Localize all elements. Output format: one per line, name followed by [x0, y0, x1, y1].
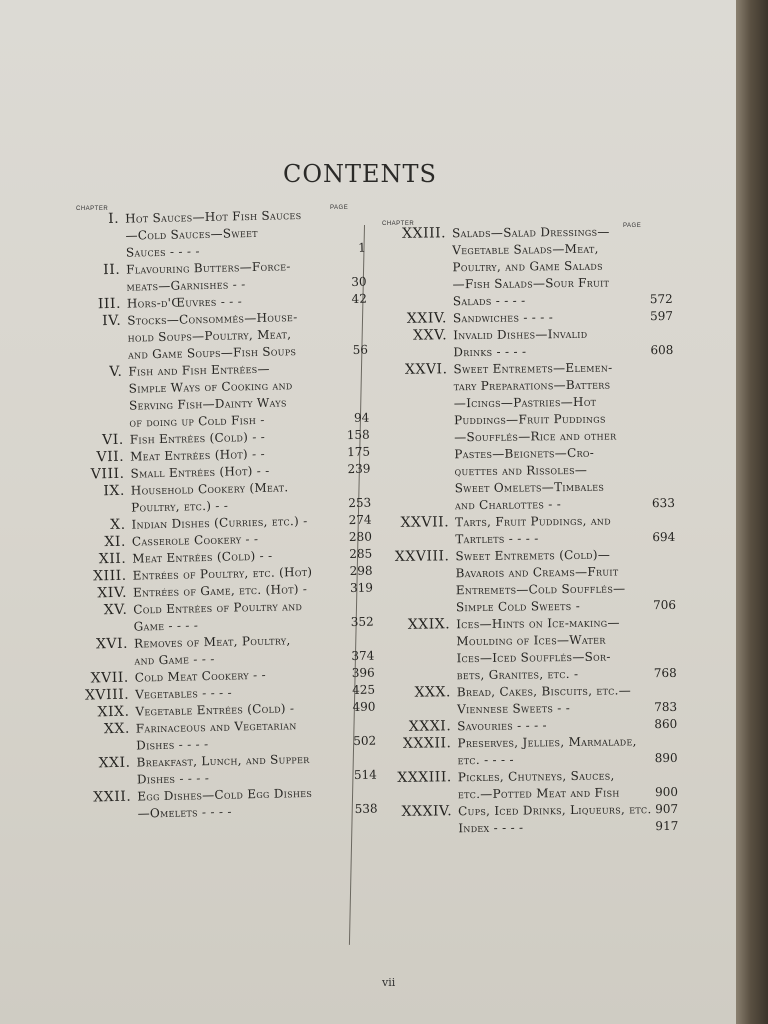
chapter-title-line: Bavarois and Creams—Fruit: [455, 564, 619, 581]
chapter-header-left: CHAPTER: [76, 206, 109, 212]
page-number-ref: 30: [351, 274, 367, 289]
chapter-title-line: Moulding of Ices—Water: [456, 632, 606, 649]
chapter-number: VI.: [102, 431, 124, 449]
chapter-title: [127, 308, 369, 364]
page-number-ref: 298: [349, 563, 373, 579]
chapter-title-line: Savouries - - - -: [457, 718, 547, 734]
chapter-title-line: Farinaceous and Vegetarian: [135, 718, 297, 736]
chapter-title: [128, 359, 370, 432]
chapter-title-line: Vegetable Entrées (Cold) -: [135, 701, 295, 719]
chapter-title: [457, 733, 678, 769]
chapter-title-line: and Game - - -: [134, 651, 215, 668]
page-number-ref: 158: [346, 427, 370, 443]
page-number-ref: 900: [654, 784, 679, 800]
chapter-title-line: Pastes—Beignets—Cro-: [454, 445, 595, 462]
toc-entry: [65, 359, 370, 433]
chapter-title: [135, 716, 377, 755]
chapter-title-line: Game - - - -: [133, 618, 199, 634]
chapter-title-line: —Omelets - - - -: [137, 804, 232, 821]
chapter-number: XII.: [98, 550, 127, 568]
toc-entry: [74, 784, 378, 824]
chapter-title-line: Meat Entrées (Cold) - -: [132, 548, 273, 566]
chapter-title-line: Dishes - - - -: [136, 771, 210, 787]
chapter-title: [456, 682, 678, 718]
chapter-title-line: Pickles, Chutneys, Sauces,: [457, 768, 615, 785]
page-number-ref: 538: [354, 801, 378, 817]
page-number-ref: 374: [351, 648, 375, 664]
chapter-title-line: Tarts, Fruit Puddings, and: [455, 513, 611, 530]
chapter-number: XXI.: [98, 754, 131, 772]
chapter-title-line: Viennese Sweets - -: [456, 701, 571, 717]
page-number-ref: 42: [351, 291, 368, 306]
chapter-title: [453, 325, 674, 361]
toc-entry: [379, 325, 674, 362]
chapter-title-line: Vegetable Salads—Meat,: [452, 241, 599, 258]
chapter-title-line: Sauces - - - -: [125, 244, 200, 260]
page-number-ref: 768: [653, 665, 677, 681]
page-number-ref: 175: [347, 444, 371, 460]
chapter-title-line: hold Soups—Poultry, Meat,: [127, 327, 292, 345]
page-number-ref: 706: [653, 597, 677, 613]
chapter-number: XXIX.: [407, 616, 451, 633]
chapter-title-line: Cold Meat Cookery - -: [134, 667, 267, 685]
chapter-number: I.: [108, 210, 120, 228]
chapter-title-line: Fish and Fish Entrées—: [128, 361, 270, 379]
page-number-ref: 396: [351, 665, 375, 681]
chapter-number: IV.: [101, 312, 122, 330]
chapter-title-line: bets, Granites, etc. -: [456, 666, 579, 683]
chapter-number: XIX.: [97, 703, 130, 721]
toc-entry: [383, 682, 678, 719]
chapter-number: XXVIII.: [394, 548, 450, 565]
chapter-title-line: Hot Sauces—Hot Fish Sauces: [125, 207, 302, 226]
chapter-title-line: Ices—Iced Soufflés—Sor-: [456, 649, 611, 666]
page-number-ref: 572: [649, 291, 673, 307]
chapter-title: [456, 614, 675, 684]
chapter-title-line: Small Entrées (Hot) - -: [130, 463, 270, 481]
chapter-title-line: Poultry, etc.) - -: [131, 498, 229, 515]
chapter-number: XXVI.: [404, 361, 448, 378]
chapter-number: XVIII.: [84, 686, 130, 704]
page-number-ref: 285: [349, 546, 373, 562]
chapter-title-line: etc. - - - -: [457, 752, 514, 768]
chapter-title-line: Sweet Entremets (Cold)—: [455, 547, 611, 564]
chapter-title-line: —Fish Salads—Sour Fruit: [452, 275, 610, 292]
chapter-title-line: Vegetables - - - -: [134, 685, 233, 702]
chapter-number: XI.: [104, 533, 127, 551]
chapter-title-line: Sweet Omelets—Timbales: [454, 479, 605, 496]
chapter-title-line: Sandwiches - - - -: [452, 310, 554, 326]
contents-column-right: [378, 223, 679, 838]
toc-entry: [62, 206, 366, 263]
chapter-title: [130, 478, 372, 517]
chapter-title: [133, 631, 375, 670]
chapter-title-line: Dishes - - - -: [136, 737, 209, 753]
toc-entry: [384, 767, 679, 804]
page-number-ref: 514: [353, 767, 377, 783]
chapter-number: XVII.: [90, 669, 129, 687]
page-header-right: PAGE: [623, 223, 642, 229]
chapter-title-line: tary Preparations—Batters: [453, 377, 611, 394]
page-number-ref: 253: [348, 495, 372, 511]
chapter-title-line: and Charlottes - -: [454, 497, 562, 513]
chapter-number: IX.: [103, 482, 126, 500]
chapter-number: XXX.: [414, 684, 451, 701]
chapter-number: XX.: [103, 720, 131, 738]
chapter-title-line: Drinks - - - -: [453, 344, 527, 360]
chapter-header-right: CHAPTER: [382, 221, 415, 227]
chapter-title-line: Serving Fish—Dainty Ways: [128, 395, 287, 413]
toc-entry: [382, 614, 675, 685]
chapter-number: XXXIII.: [397, 769, 452, 786]
chapter-title-line: Household Cookery (Meat.: [130, 480, 289, 498]
chapter-number: VIII.: [90, 465, 125, 483]
chapter-number: XXVII.: [400, 514, 450, 531]
chapter-title: [458, 818, 679, 837]
chapter-title-line: Preserves, Jellies, Marmalade,: [457, 734, 637, 751]
page-number-ref: 239: [347, 461, 371, 477]
chapter-title-line: Entrées of Game, etc. (Hot) -: [132, 581, 308, 600]
chapter-title-line: Indian Dishes (Curries, etc.) -: [131, 513, 308, 532]
page-number-ref: 694: [652, 529, 676, 545]
chapter-number: XIV.: [97, 584, 128, 602]
chapter-title-line: Flavouring Butters—Force-: [126, 259, 291, 277]
chapter-number: VII.: [96, 448, 125, 466]
toc-entry: [381, 546, 677, 617]
chapter-title-line: Casserole Cookery - -: [131, 531, 259, 549]
page-number-ref: 633: [651, 495, 675, 511]
chapter-title-line: Simple Ways of Cooking and: [128, 378, 293, 396]
page-number-ref: 319: [349, 580, 374, 596]
chapter-title-line: —Soufflés—Rice and other: [454, 428, 617, 445]
chapter-number: XXII.: [93, 788, 132, 806]
toc-entry: [64, 308, 369, 365]
chapter-title-line: Tartlets - - - -: [455, 531, 539, 547]
chapter-number: X.: [109, 516, 126, 534]
chapter-title: [126, 257, 367, 296]
chapter-title-line: —Cold Sauces—Sweet: [125, 225, 258, 243]
chapter-title-line: Poultry, and Game Salads: [452, 258, 603, 275]
chapter-title-line: —Icings—Pastries—Hot: [453, 394, 597, 411]
chapter-title: [125, 206, 366, 262]
chapter-title: [133, 597, 374, 636]
chapter-title-line: Entremets—Cold Soufflés—: [455, 581, 626, 598]
page-number-ref: 425: [352, 682, 376, 698]
chapter-number: XXXI.: [408, 718, 452, 735]
chapter-title: [452, 223, 671, 310]
chapter-title: [136, 750, 377, 789]
chapter-number: XIII.: [92, 567, 127, 585]
chapter-number: XXIV.: [406, 310, 448, 327]
chapter-title-line: Simple Cold Sweets -: [455, 598, 581, 615]
page-number-ref: 783: [654, 699, 678, 715]
page-number-ref: 608: [650, 342, 674, 358]
chapter-number: [384, 820, 458, 838]
chapter-number: XV.: [103, 601, 128, 619]
chapter-title-line: and Game Soups—Fish Soups: [127, 344, 297, 362]
chapter-title-line: Removes of Meat, Poultry,: [133, 633, 291, 651]
page-number-ref: 597: [649, 308, 674, 324]
chapter-title-line: Index - - - -: [458, 820, 524, 836]
chapter-title-line: Sweet Entremets—Elemen-: [453, 360, 613, 377]
chapter-number: XXXIV.: [401, 803, 453, 820]
page-number-ref: 907: [655, 801, 679, 817]
chapter-number: XXIII.: [402, 225, 447, 242]
chapter-title-line: Salads—Salad Dressings—: [452, 224, 610, 241]
chapter-number: III.: [97, 295, 122, 313]
page-number-ref: 274: [348, 512, 372, 528]
chapter-number: XXXII.: [402, 735, 452, 752]
chapter-title-line: Cups, Iced Drinks, Liqueurs, etc.: [458, 802, 652, 819]
chapter-number: XXV.: [413, 327, 448, 344]
chapter-title: [137, 784, 378, 823]
chapter-title-line: Fish Entrées (Cold) - -: [129, 429, 266, 447]
chapter-title-line: Entrées of Poultry, etc. (Hot): [132, 564, 313, 583]
toc-entry: [381, 512, 676, 549]
page-title: CONTENTS: [282, 160, 437, 188]
chapter-number: XVI.: [95, 635, 129, 653]
book-edge: [736, 0, 768, 1024]
page-number-ref: 94: [353, 410, 370, 425]
chapter-title-line: Meat Entrées (Hot) - -: [129, 446, 266, 464]
chapter-title: [455, 512, 676, 548]
toc-entry: [383, 733, 678, 770]
page-number-ref: 352: [350, 614, 374, 630]
chapter-title-line: Cold Entrées of Poultry and: [133, 599, 303, 617]
chapter-title-line: meats—Garnishes - -: [126, 277, 246, 294]
page-number-ref: 490: [352, 699, 376, 715]
chapter-number: V.: [109, 363, 123, 381]
chapter-number: II.: [103, 261, 121, 279]
page-number-ref: 56: [352, 342, 369, 357]
chapter-title-line: Breakfast, Lunch, and Supper: [136, 751, 310, 770]
chapter-title-line: Hors-d'Œuvres - - -: [126, 294, 243, 311]
page-number-ref: 1: [358, 240, 366, 255]
chapter-title-line: Salads - - - -: [452, 293, 526, 309]
page-header-left: PAGE: [330, 205, 349, 211]
page-number-ref: 280: [348, 529, 373, 545]
chapter-title-line: Egg Dishes—Cold Egg Dishes: [137, 785, 313, 804]
chapter-title-line: Bread, Cakes, Biscuits, etc.—: [456, 683, 632, 700]
page-number-ref: 860: [654, 716, 678, 732]
page-number-ref: 502: [353, 733, 377, 749]
chapter-title-line: quettes and Rissoles—: [454, 462, 588, 479]
page-number-ref: 917: [655, 818, 679, 834]
chapter-title-line: Ices—Hints on Ice-making—: [456, 615, 620, 632]
chapter-title: [453, 359, 673, 514]
chapter-title-line: etc.—Potted Meat and Fish: [457, 785, 620, 802]
chapter-title-line: Puddings—Fruit Puddings: [453, 411, 606, 428]
page-number: vii: [382, 976, 396, 989]
chapter-title: [455, 546, 677, 616]
toc-entry: [384, 818, 679, 838]
contents-column-left: [62, 206, 378, 824]
chapter-title-line: of doing up Cold Fish -: [129, 412, 265, 430]
page-number-ref: 890: [654, 750, 678, 766]
toc-entry: [379, 359, 673, 515]
toc-entry: [378, 223, 671, 311]
chapter-title-line: Stocks—Consommés—House-: [127, 310, 298, 328]
chapter-title: [457, 767, 679, 803]
chapter-title-line: Invalid Dishes—Invalid: [453, 326, 588, 343]
